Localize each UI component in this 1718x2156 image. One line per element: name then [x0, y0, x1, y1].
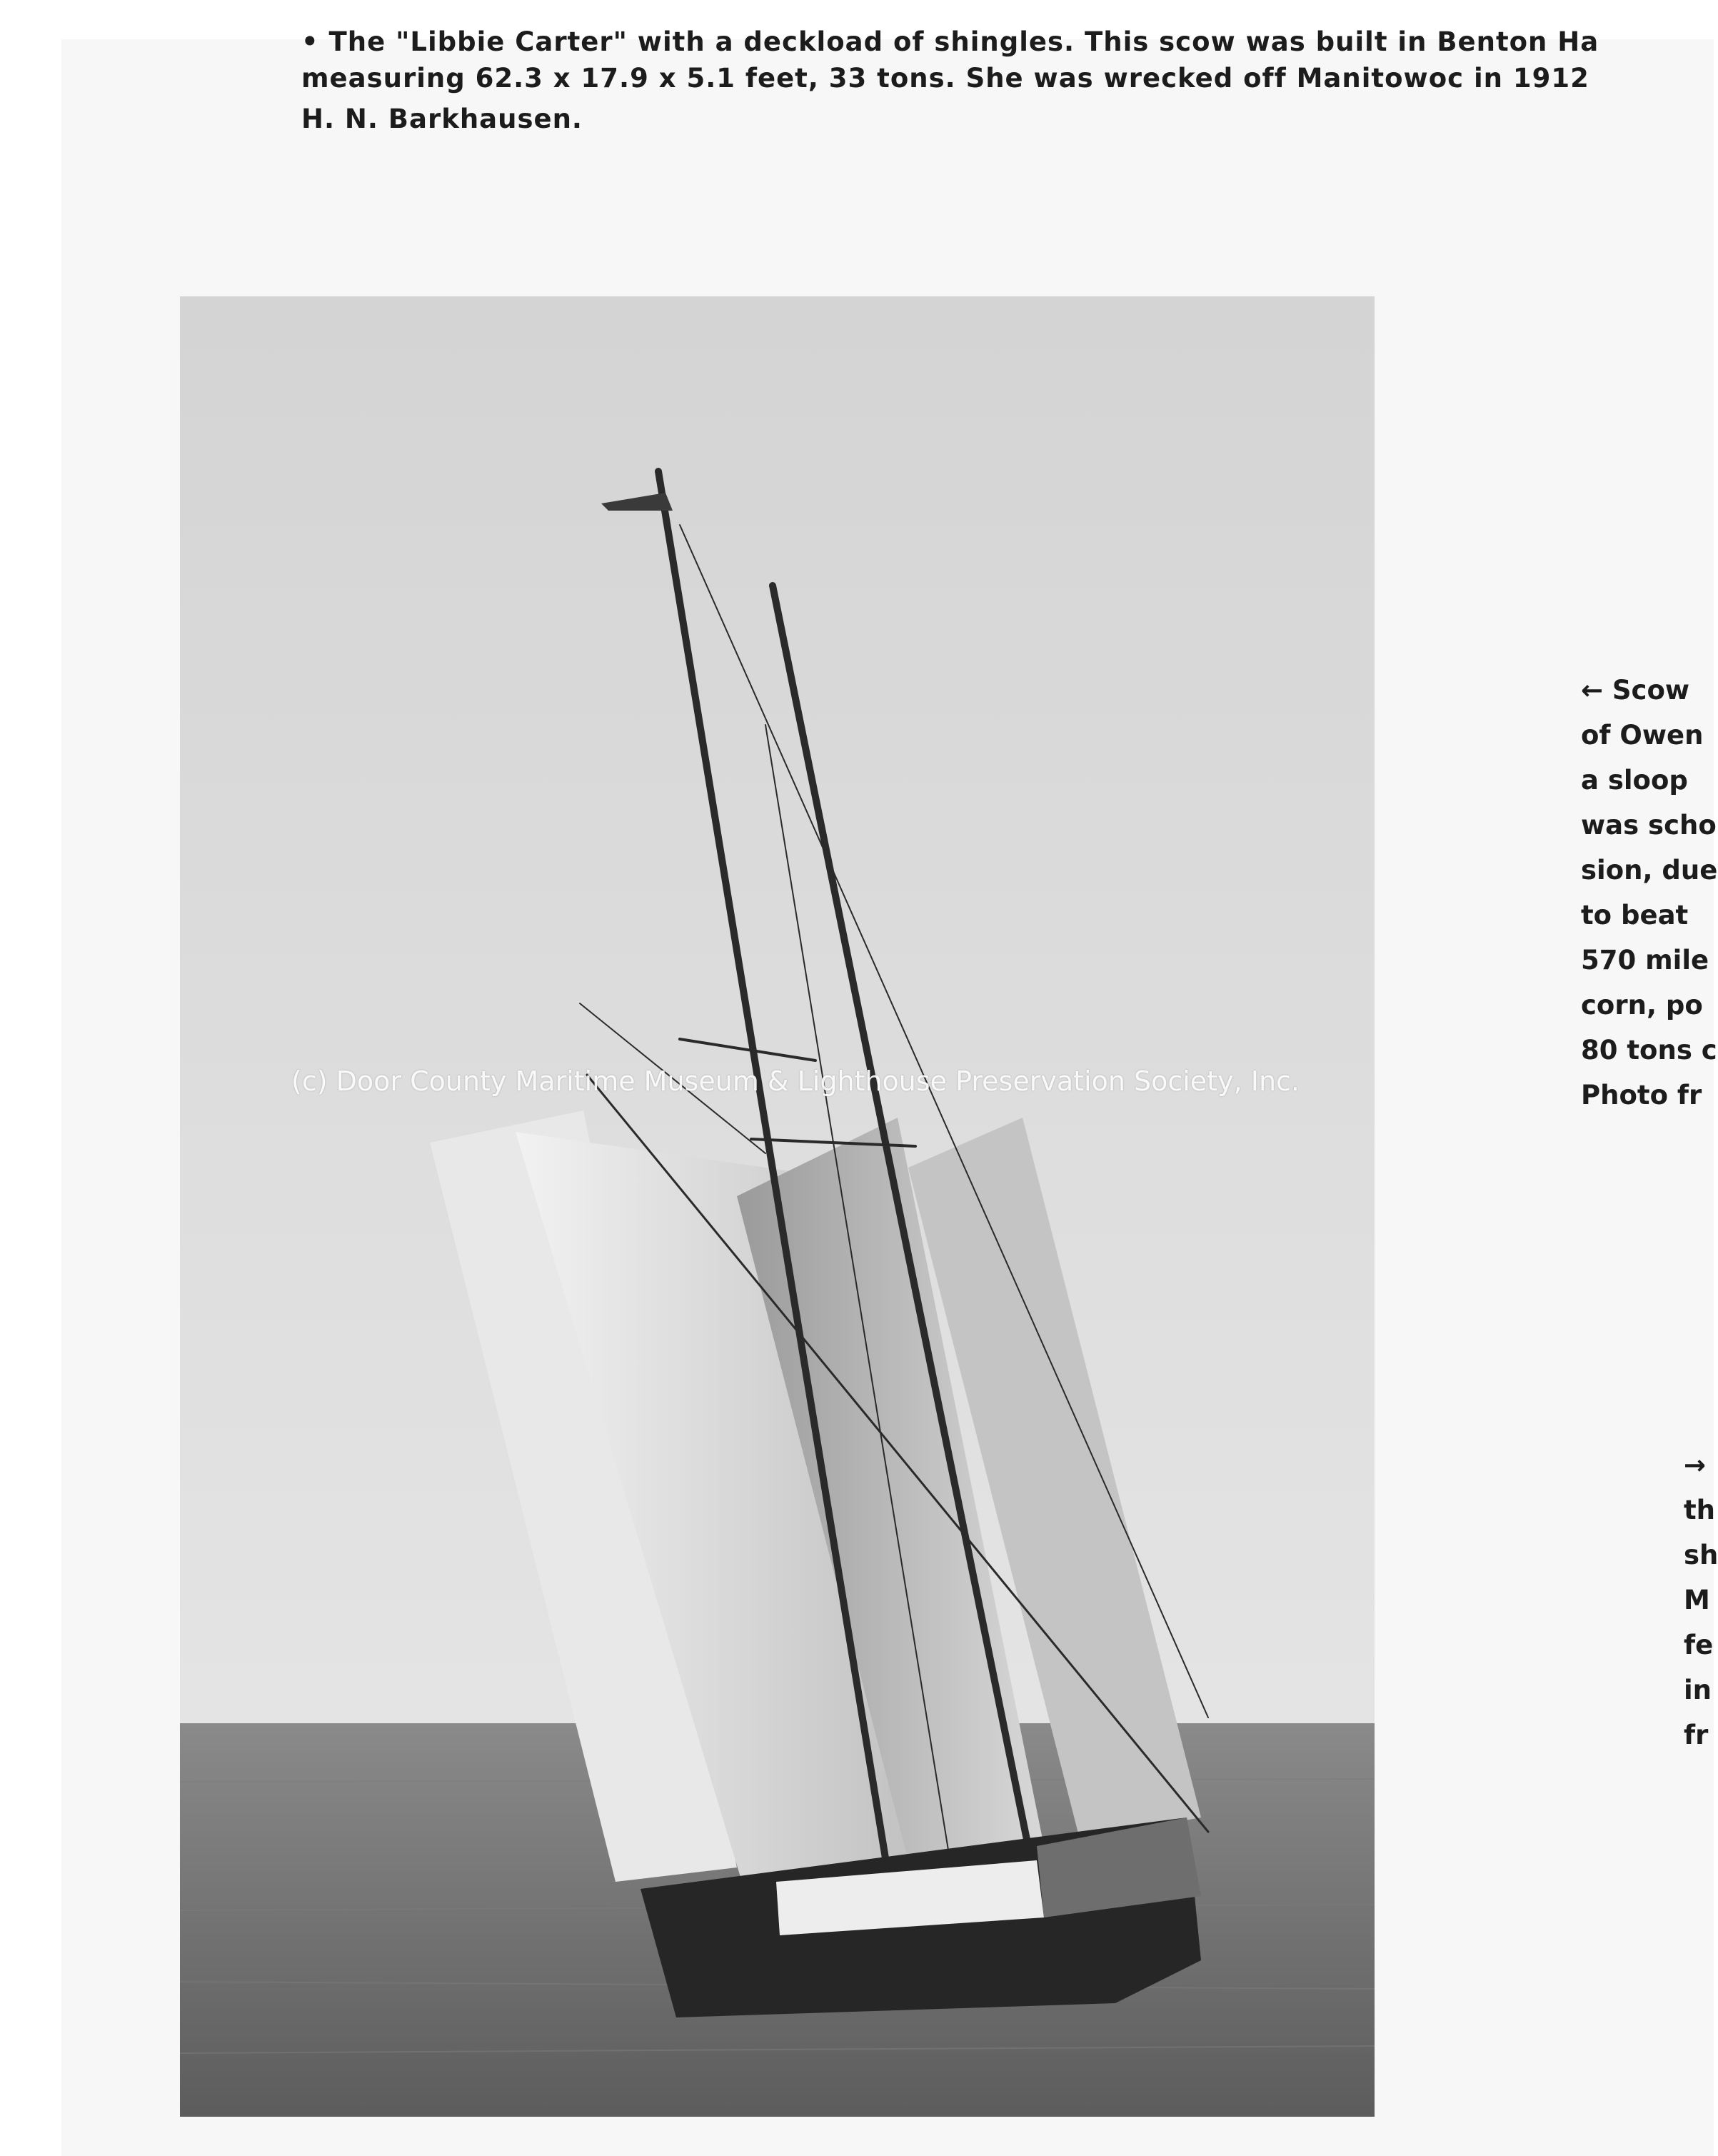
right-caption-line: 80 tons c [1581, 1035, 1717, 1066]
right-caption-line: ← Scow [1581, 675, 1690, 706]
copyright-watermark: (c) Door County Maritime Museum & Lighthouse Preservation Society, Inc. [291, 1066, 1300, 1097]
second-right-caption [1684, 1443, 1718, 1758]
right-caption-line: sion, due [1581, 855, 1718, 886]
right-caption-line: a sloop [1581, 765, 1688, 796]
top-caption [301, 26, 1715, 139]
right-caption-line: Photo fr [1581, 1080, 1702, 1110]
second-caption-line: → [1684, 1450, 1707, 1480]
second-caption-line: fr [1684, 1720, 1709, 1750]
top-caption-line-2: measuring 62.3 x 17.9 x 5.1 feet, 33 tons. She was wrecked off Manitowoc in 1912 [301, 63, 1589, 94]
right-caption-line: 570 mile [1581, 945, 1709, 976]
archive-page [61, 26, 1718, 2156]
right-caption-line: was scho [1581, 810, 1717, 841]
right-caption-line: of Owen [1581, 720, 1704, 751]
second-caption-line: fe [1684, 1630, 1714, 1660]
schooner-photograph [180, 296, 1375, 2117]
second-caption-line: M [1684, 1585, 1710, 1615]
right-caption-line: corn, po [1581, 990, 1703, 1021]
right-caption-line: to beat [1581, 900, 1689, 931]
top-caption-line-1: • The "Libbie Carter" with a deckload of shingles. This scow was built in Benton Ha [301, 26, 1599, 57]
second-caption-line: th [1684, 1495, 1716, 1525]
second-caption-line: in [1684, 1675, 1712, 1705]
second-caption-line: sh [1684, 1540, 1718, 1570]
top-caption-line-3: H. N. Barkhausen. [301, 104, 583, 134]
right-caption [1581, 668, 1718, 1118]
